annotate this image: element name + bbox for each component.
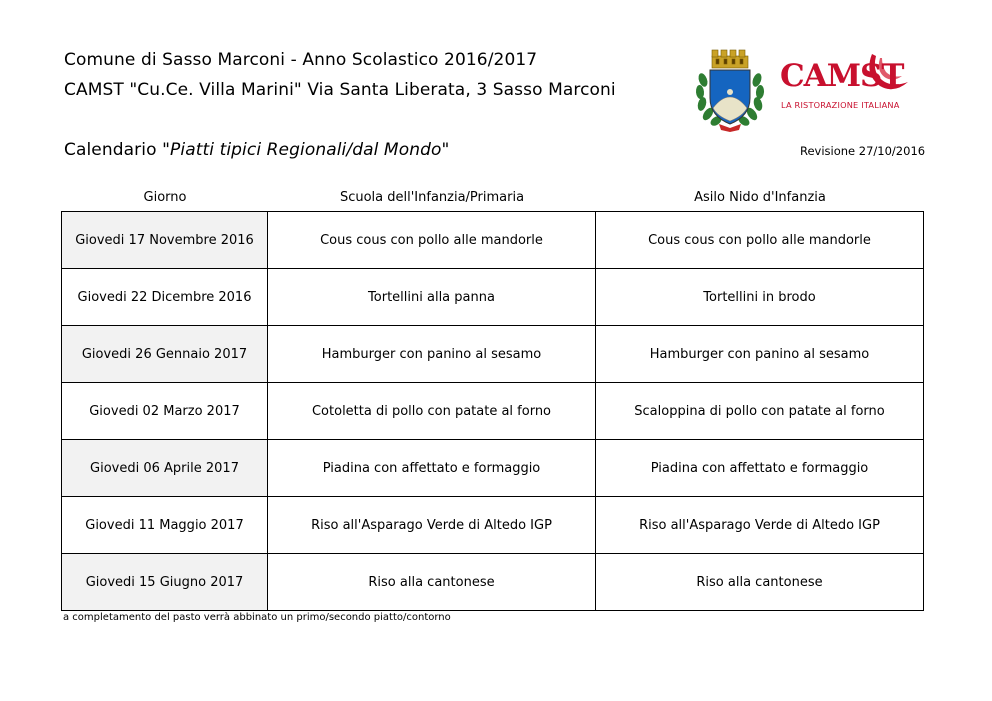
day-cell: Giovedi 17 Novembre 2016 [62,212,268,269]
mural-crown [712,50,748,68]
day-cell: Giovedi 15 Giugno 2017 [62,554,268,611]
table-row [62,497,924,554]
column-header-day: Giorno [143,190,187,205]
nursery-dish-cell: Hamburger con panino al sesamo [596,326,924,383]
day-cell: Giovedi 26 Gennaio 2017 [62,326,268,383]
day-cell: Giovedi 06 Aprile 2017 [62,440,268,497]
calendar-title [64,140,449,160]
nursery-dish-cell: Tortellini in brodo [596,269,924,326]
table-row [62,440,924,497]
footnote: a completamento del pasto verrà abbinato un primo/secondo piatto/contorno [63,612,451,623]
header-kitchen-address-line: CAMST "Cu.Ce. Villa Marini" Via Santa Liberata, 3 Sasso Marconi [64,80,616,100]
school-dish-cell: Tortellini alla panna [268,269,596,326]
nursery-dish-cell: Riso alla cantonese [596,554,924,611]
day-cell: Giovedi 11 Maggio 2017 [62,497,268,554]
header-municipality-line: Comune di Sasso Marconi - Anno Scolastico 2016/2017 [64,50,538,70]
table-row [62,212,924,269]
school-dish-cell: Riso all'Asparago Verde di Altedo IGP [268,497,596,554]
table-row [62,554,924,611]
nursery-dish-cell: Piadina con affettato e formaggio [596,440,924,497]
camst-wordmark: CAMST [780,58,904,94]
column-header-nursery: Asilo Nido d'Infanzia [694,190,826,205]
calendar-label: Calendario [64,140,157,160]
school-dish-cell: Hamburger con panino al sesamo [268,326,596,383]
ribbon [719,124,741,132]
day-cell: Giovedi 02 Marzo 2017 [62,383,268,440]
nursery-dish-cell: Riso all'Asparago Verde di Altedo IGP [596,497,924,554]
camst-tagline: LA RISTORAZIONE ITALIANA [781,100,900,110]
school-dish-cell: Riso alla cantonese [268,554,596,611]
school-dish-cell: Piadina con affettato e formaggio [268,440,596,497]
camst-logo [780,52,915,114]
table-row [62,326,924,383]
nursery-dish-cell: Cous cous con pollo alle mandorle [596,212,924,269]
revision-date: Revisione 27/10/2016 [800,144,926,158]
calendar-name: "Piatti tipici Regionali/dal Mondo" [162,140,450,160]
nursery-dish-cell: Scaloppina di pollo con patate al forno [596,383,924,440]
school-dish-cell: Cous cous con pollo alle mandorle [268,212,596,269]
menu-table [61,211,924,611]
school-dish-cell: Cotoletta di pollo con patate al forno [268,383,596,440]
day-cell: Giovedi 22 Dicembre 2016 [62,269,268,326]
coat-of-arms-icon [693,46,767,132]
table-row [62,269,924,326]
table-row [62,383,924,440]
column-header-school: Scuola dell'Infanzia/Primaria [339,190,525,205]
